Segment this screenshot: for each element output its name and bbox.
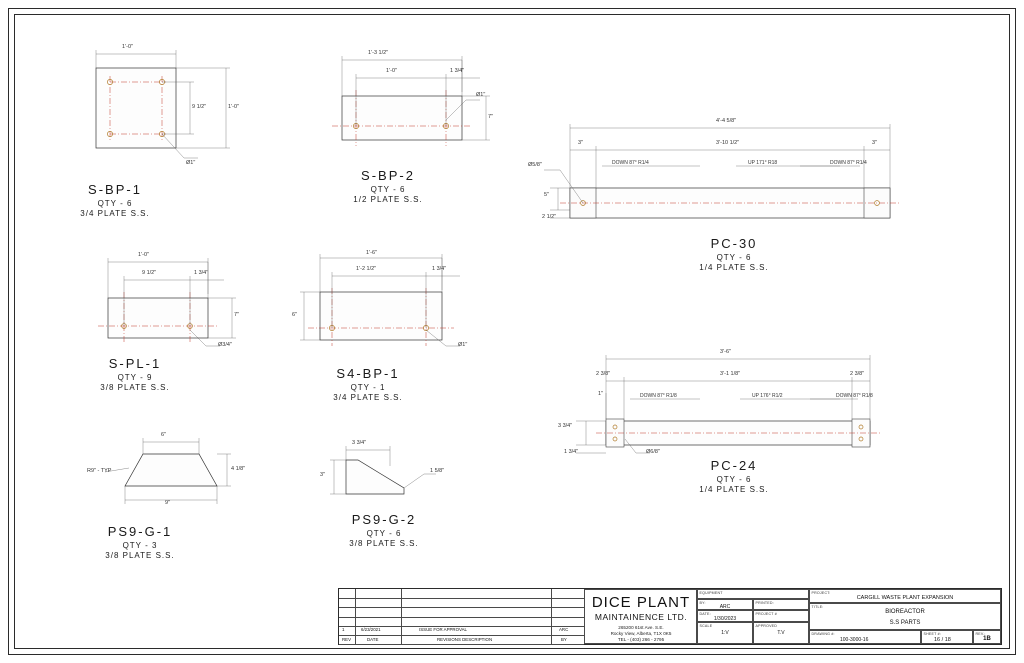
part-drawing-s-pl-1 [90,250,290,360]
part-caption-s-pl-1 [35,356,235,392]
printed-cell [753,599,809,610]
dim-s4-bp-1-0: 1'-6" [366,250,377,256]
project-number-cell [753,610,809,622]
part-drawing-ps9-g-2 [320,440,500,520]
part-qty-s-bp-2: QTY - 6 [370,185,406,194]
equipment-header-cell [697,589,809,599]
part-drawing-s-bp-2 [320,48,520,168]
scale-cell [697,622,753,644]
part-caption-s-bp-2 [288,168,488,204]
project-number-label: PROJECT # [755,612,778,616]
revision-row-desc: ISSUE FOR APPROVAL [419,627,467,633]
drawing-number-cell [809,630,921,644]
part-drawing-s-bp-1 [80,38,280,178]
sheet-number-cell [921,630,973,644]
part-caption-s4-bp-1 [268,366,468,402]
sheet-number-value: 16 / 18 [934,637,951,643]
dim-ps9-g-1-2: 4 1/8" [231,466,246,472]
part-drawing-s4-bp-1 [290,250,510,365]
title-label: TITLE: [811,605,824,609]
revision-row-by: ARC [559,627,569,633]
revision-cell [973,630,1001,644]
dim-s-bp-1-0: 1'-0" [122,44,133,50]
company-name: DICE PLANT [591,594,691,611]
part-material-ps9-g-2: 3/8 PLATE S.S. [349,539,419,548]
dim-ps9-g-1-3: 9" [165,500,171,506]
part-drawing-ps9-g-1 [87,428,285,518]
dim-s-bp-2-3: 7" [488,114,494,120]
note-pc-24-1: UP 176° R1/2 [752,393,783,399]
part-qty-ps9-g-1: QTY - 3 [122,541,158,550]
part-material-s-bp-1: 3/4 PLATE S.S. [80,209,150,218]
dim-s4-bp-1-1: 1'-2 1/2" [356,266,377,272]
revision-header-desc: REVISIONS DESCRIPTION [437,636,493,642]
sheet-number-label: SHEET #: [923,632,942,636]
company-block [579,594,703,644]
part-name-s-pl-1: S-PL-1 [108,356,162,371]
dim-s-bp-2-4: Ø1" [476,92,486,98]
company-phone: TEL - (403) 266 - 2795 [617,637,665,643]
dim-ps9-g-2-2: 1 5/8" [430,468,445,474]
part-material-ps9-g-1: 3/8 PLATE S.S. [105,551,175,560]
approved-label: APPROVED [755,624,778,628]
drawing-number-value: 100-3000-16 [840,637,869,643]
part-name-s4-bp-1: S4-BP-1 [336,366,400,381]
title-cell [809,603,1001,630]
dim-s-bp-2-2: 1 3/4" [450,68,465,74]
revision-table [339,589,584,644]
part-qty-s-pl-1: QTY - 9 [117,373,153,382]
note-pc-30-1: UP 171° R18 [748,160,778,166]
dim-pc-24-1: 3'-1 1/8" [720,371,741,377]
part-caption-ps9-g-2 [284,512,484,548]
approved-cell [753,622,809,644]
dim-pc-24-7: Ø6/8" [646,449,660,455]
dim-pc-30-1: 3'-10 1/2" [716,140,740,146]
part-caption-s-bp-1 [15,182,215,218]
company-address-2: Rocky View, Alberta, T1X 0K5 [610,631,672,637]
company-address-1: 265200 61st Ave. S.E. [618,625,664,630]
dim-pc-30-5: 5" [544,192,550,198]
part-name-ps9-g-2: PS9-G-2 [351,512,417,527]
dim-pc-30-4: Ø5/8" [528,162,542,168]
dim-ps9-g-2-0: 3 3/4" [352,440,367,446]
revision-header-rev: REV [342,636,352,642]
part-material-pc-30: 1/4 PLATE S.S. [699,263,769,272]
dim-s-pl-1-4: Ø3/4" [218,342,232,348]
part-name-s-bp-1: S-BP-1 [88,182,142,197]
part-name-ps9-g-1: PS9-G-1 [107,524,173,539]
part-name-s-bp-2: S-BP-2 [361,168,415,183]
scale-label: SCALE [699,624,713,628]
date-label: DATE: [699,612,711,616]
equipment-label: EQUIPMENT [699,591,723,595]
drawing-number-label: DRAWING #: [811,632,835,636]
revision-label: REV.: [975,632,986,636]
part-qty-s4-bp-1: QTY - 1 [350,383,386,392]
dim-s-pl-1-2: 1 3/4" [194,270,209,276]
dim-s-bp-1-2: 1'-0" [228,104,239,110]
by-label: BY: [699,601,706,605]
date-value: 1/30/2023 [713,615,737,622]
dim-s-pl-1-0: 1'-0" [138,252,149,258]
printed-label: PRINTED: [755,601,774,605]
part-material-s-pl-1: 3/8 PLATE S.S. [100,383,170,392]
dim-s-pl-1-1: 9 1/2" [142,270,157,276]
dim-pc-24-3: 2 3/8" [850,371,865,377]
part-name-pc-24: PC-24 [710,458,758,473]
approved-value: T.V [777,630,785,636]
dim-s-bp-2-1: 1'-0" [386,68,397,74]
dim-pc-24-6: 1 3/4" [564,449,579,455]
dim-s4-bp-1-2: 1 3/4" [432,266,447,272]
dim-s-bp-2-0: 1'-3 1/2" [368,50,389,56]
part-qty-ps9-g-2: QTY - 6 [366,529,402,538]
dim-ps9-g-2-1: 3" [320,472,326,478]
part-drawing-pc-30 [528,118,960,238]
dim-s-bp-1-1: 9 1/2" [192,104,207,110]
part-qty-pc-30: QTY - 6 [716,253,752,262]
note-pc-24-0: DOWN 87° R1/8 [640,393,677,399]
project-cell [809,589,1001,603]
part-name-pc-30: PC-30 [710,236,758,251]
part-material-s-bp-2: 1/2 PLATE S.S. [353,195,423,204]
part-material-s4-bp-1: 3/4 PLATE S.S. [333,393,403,402]
part-drawing-pc-24 [540,345,960,465]
part-qty-s-bp-1: QTY - 6 [97,199,133,208]
revision-header-by: BY [561,636,567,642]
part-caption-ps9-g-1 [40,524,240,560]
part-qty-pc-24: QTY - 6 [716,475,752,484]
dim-pc-24-0: 3'-6" [720,349,731,355]
title-block [338,588,1002,645]
project-label: PROJECT: [811,591,831,595]
note-pc-24-2: DOWN 87° R1/8 [836,393,873,399]
dim-pc-24-2: 2 3/8" [596,371,611,377]
project-value: CARGILL WASTE PLANT EXPANSION [856,595,954,601]
scale-value: 1:V [721,630,729,636]
dim-pc-30-3: 3" [872,140,878,146]
part-material-pc-24: 1/4 PLATE S.S. [699,485,769,494]
part-caption-pc-24 [634,458,834,494]
note-pc-30-2: DOWN 87° R1/4 [830,160,867,166]
dim-ps9-g-1-0: 6" [161,432,167,438]
dim-s-pl-1-3: 7" [234,312,240,318]
dim-pc-30-0: 4'-4 5/8" [716,118,737,124]
dim-s4-bp-1-4: Ø1" [458,342,468,348]
by-value: ARC [719,604,731,610]
revision-row-date: 6/23/2021 [361,627,381,633]
date-cell [697,610,753,622]
dim-pc-24-5: 3 3/4" [558,423,573,429]
dim-s-bp-1-3: Ø1" [186,160,196,166]
by-cell [697,599,753,610]
dim-pc-30-6: 2 1/2" [542,214,557,220]
company-subtitle: MAINTAINENCE LTD. [594,612,688,622]
revision-value: 1B [983,636,991,642]
dim-pc-30-2: 3" [578,140,584,146]
revision-row-rev: 1 [342,627,345,633]
title-value: BIOREACTOR [885,609,925,615]
title-value-2: S.S PARTS [889,620,921,626]
dim-ps9-g-1-1: R9" - TYP [87,468,112,474]
revision-header-date: DATE [367,636,379,642]
part-caption-pc-30 [634,236,834,272]
note-pc-30-0: DOWN 87° R1/4 [612,160,649,166]
dim-s4-bp-1-3: 6" [292,312,298,318]
dim-pc-24-4: 1" [598,391,604,397]
